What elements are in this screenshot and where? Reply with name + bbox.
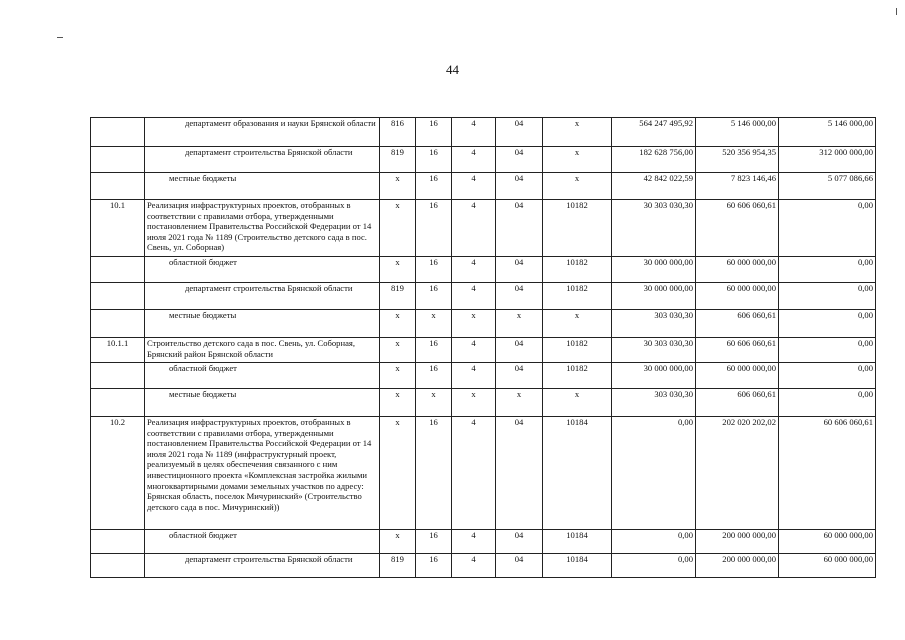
code-cell: 16 — [416, 257, 452, 283]
code-cell: 16 — [416, 147, 452, 173]
code-cell: 819 — [380, 554, 416, 578]
code-cell: 16 — [416, 173, 452, 200]
amount-cell: 202 020 202,02 — [696, 417, 779, 530]
table-row — [91, 338, 876, 363]
code-cell: 819 — [380, 147, 416, 173]
code-cell: 10184 — [543, 530, 612, 554]
amount-cell: 0,00 — [779, 338, 876, 363]
code-cell: 04 — [496, 530, 543, 554]
code-cell: x — [452, 389, 496, 417]
code-cell: x — [380, 363, 416, 389]
amount-cell: 520 356 954,35 — [696, 147, 779, 173]
table-row — [91, 118, 876, 147]
table-row — [91, 147, 876, 173]
amount-cell: 200 000 000,00 — [696, 530, 779, 554]
row-number-cell: 10.1.1 — [91, 338, 145, 363]
amount-cell: 60 000 000,00 — [696, 257, 779, 283]
code-cell: x — [380, 173, 416, 200]
row-name-cell: Строительство детского сада в пос. Свень, ул. Соборная, Брянский район Брянской области — [145, 338, 380, 363]
row-number-cell — [91, 283, 145, 310]
amount-cell: 60 000 000,00 — [779, 530, 876, 554]
code-cell: 4 — [452, 257, 496, 283]
amount-cell: 5 146 000,00 — [696, 118, 779, 147]
code-cell: 4 — [452, 554, 496, 578]
budget-table — [90, 117, 876, 578]
table-row — [91, 310, 876, 338]
code-cell: 10182 — [543, 200, 612, 257]
scan-mark — [896, 8, 897, 15]
amount-cell: 5 146 000,00 — [779, 118, 876, 147]
code-cell: x — [452, 310, 496, 338]
amount-cell: 0,00 — [779, 389, 876, 417]
code-cell: 04 — [496, 118, 543, 147]
amount-cell: 60 606 060,61 — [779, 417, 876, 530]
table-body — [91, 118, 876, 578]
code-cell: x — [380, 417, 416, 530]
code-cell: 04 — [496, 147, 543, 173]
row-number-cell — [91, 554, 145, 578]
code-cell: 16 — [416, 200, 452, 257]
code-cell: 819 — [380, 283, 416, 310]
amount-cell: 30 000 000,00 — [612, 363, 696, 389]
row-number-cell — [91, 530, 145, 554]
amount-cell: 0,00 — [779, 283, 876, 310]
code-cell: 816 — [380, 118, 416, 147]
code-cell: 4 — [452, 200, 496, 257]
table-row — [91, 530, 876, 554]
code-cell: 10184 — [543, 554, 612, 578]
code-cell: x — [543, 389, 612, 417]
row-name-cell: областной бюджет — [145, 530, 380, 554]
code-cell: x — [543, 310, 612, 338]
code-cell: 10182 — [543, 338, 612, 363]
amount-cell: 60 606 060,61 — [696, 200, 779, 257]
code-cell: 10184 — [543, 417, 612, 530]
code-cell: 04 — [496, 283, 543, 310]
code-cell: 16 — [416, 554, 452, 578]
code-cell: 10182 — [543, 283, 612, 310]
amount-cell: 60 000 000,00 — [696, 283, 779, 310]
amount-cell: 5 077 086,66 — [779, 173, 876, 200]
amount-cell: 0,00 — [612, 554, 696, 578]
table-row — [91, 200, 876, 257]
amount-cell: 564 247 495,92 — [612, 118, 696, 147]
amount-cell: 0,00 — [779, 310, 876, 338]
amount-cell: 200 000 000,00 — [696, 554, 779, 578]
amount-cell: 303 030,30 — [612, 310, 696, 338]
code-cell: x — [380, 389, 416, 417]
code-cell: 04 — [496, 554, 543, 578]
code-cell: 04 — [496, 200, 543, 257]
code-cell: x — [380, 338, 416, 363]
code-cell: 4 — [452, 173, 496, 200]
row-name-cell: областной бюджет — [145, 257, 380, 283]
table-row — [91, 257, 876, 283]
code-cell: 16 — [416, 283, 452, 310]
amount-cell: 60 000 000,00 — [779, 554, 876, 578]
amount-cell: 303 030,30 — [612, 389, 696, 417]
amount-cell: 30 000 000,00 — [612, 257, 696, 283]
row-name-cell: областной бюджет — [145, 363, 380, 389]
row-number-cell — [91, 118, 145, 147]
table-row — [91, 417, 876, 530]
row-number-cell — [91, 363, 145, 389]
amount-cell: 30 303 030,30 — [612, 200, 696, 257]
page-number: 44 — [446, 62, 459, 77]
amount-cell: 60 000 000,00 — [696, 363, 779, 389]
amount-cell: 60 606 060,61 — [696, 338, 779, 363]
amount-cell: 42 842 022,59 — [612, 173, 696, 200]
code-cell: 4 — [452, 363, 496, 389]
code-cell: 04 — [496, 338, 543, 363]
row-name-cell: Реализация инфраструктурных проектов, отобранных в соответствии с правилами отбора, утвержденными постановлением Правительства Российской Федерации от 14 июля 2021 года № 1189 (инфраструктурный проект, реализуемый в целях обеспечения связанного с ним инвестиционного проекта «Комплексная застройка жилыми многоквартирными домами земельных участков по адресу: Брянская область, поселок Мичуринский» (Строительство детского сада в пос. Мичуринский)) — [145, 417, 380, 530]
code-cell: 4 — [452, 338, 496, 363]
row-number-cell — [91, 173, 145, 200]
code-cell: 04 — [496, 363, 543, 389]
row-name-cell: департамент строительства Брянской области — [145, 147, 380, 173]
amount-cell: 606 060,61 — [696, 310, 779, 338]
amount-cell: 312 000 000,00 — [779, 147, 876, 173]
row-name-cell: департамент строительства Брянской области — [145, 554, 380, 578]
code-cell: 16 — [416, 338, 452, 363]
row-name-cell: департамент строительства Брянской области — [145, 283, 380, 310]
code-cell: x — [496, 389, 543, 417]
code-cell: 16 — [416, 363, 452, 389]
code-cell: x — [416, 389, 452, 417]
code-cell: x — [380, 200, 416, 257]
code-cell: 16 — [416, 118, 452, 147]
row-number-cell: 10.2 — [91, 417, 145, 530]
row-name-cell: местные бюджеты — [145, 389, 380, 417]
amount-cell: 0,00 — [612, 417, 696, 530]
scan-mark — [57, 37, 63, 38]
table-row — [91, 554, 876, 578]
code-cell: x — [380, 310, 416, 338]
table-row — [91, 283, 876, 310]
amount-cell: 0,00 — [779, 363, 876, 389]
table-row — [91, 363, 876, 389]
code-cell: x — [416, 310, 452, 338]
amount-cell: 30 303 030,30 — [612, 338, 696, 363]
code-cell: x — [543, 118, 612, 147]
table-row — [91, 389, 876, 417]
code-cell: 4 — [452, 417, 496, 530]
code-cell: x — [543, 147, 612, 173]
amount-cell: 182 628 756,00 — [612, 147, 696, 173]
amount-cell: 0,00 — [779, 200, 876, 257]
code-cell: 10182 — [543, 257, 612, 283]
table-row — [91, 173, 876, 200]
row-number-cell — [91, 147, 145, 173]
amount-cell: 30 000 000,00 — [612, 283, 696, 310]
code-cell: x — [380, 530, 416, 554]
row-name-cell: местные бюджеты — [145, 173, 380, 200]
row-number-cell — [91, 389, 145, 417]
code-cell: 4 — [452, 147, 496, 173]
code-cell: 16 — [416, 417, 452, 530]
row-name-cell: местные бюджеты — [145, 310, 380, 338]
code-cell: 16 — [416, 530, 452, 554]
amount-cell: 606 060,61 — [696, 389, 779, 417]
row-name-cell: Реализация инфраструктурных проектов, отобранных в соответствии с правилами отбора, утвержденными постановлением Правительства Российской Федерации от 14 июля 2021 года № 1189 (Строительство детского сада в пос. Свень, ул. Соборная) — [145, 200, 380, 257]
row-number-cell — [91, 310, 145, 338]
code-cell: 4 — [452, 530, 496, 554]
code-cell: 4 — [452, 118, 496, 147]
code-cell: 04 — [496, 417, 543, 530]
amount-cell: 7 823 146,46 — [696, 173, 779, 200]
row-number-cell: 10.1 — [91, 200, 145, 257]
amount-cell: 0,00 — [779, 257, 876, 283]
code-cell: 4 — [452, 283, 496, 310]
code-cell: 04 — [496, 257, 543, 283]
code-cell: x — [543, 173, 612, 200]
code-cell: x — [496, 310, 543, 338]
amount-cell: 0,00 — [612, 530, 696, 554]
row-name-cell: департамент образования и науки Брянской области — [145, 118, 380, 147]
code-cell: x — [380, 257, 416, 283]
row-number-cell — [91, 257, 145, 283]
code-cell: 04 — [496, 173, 543, 200]
code-cell: 10182 — [543, 363, 612, 389]
